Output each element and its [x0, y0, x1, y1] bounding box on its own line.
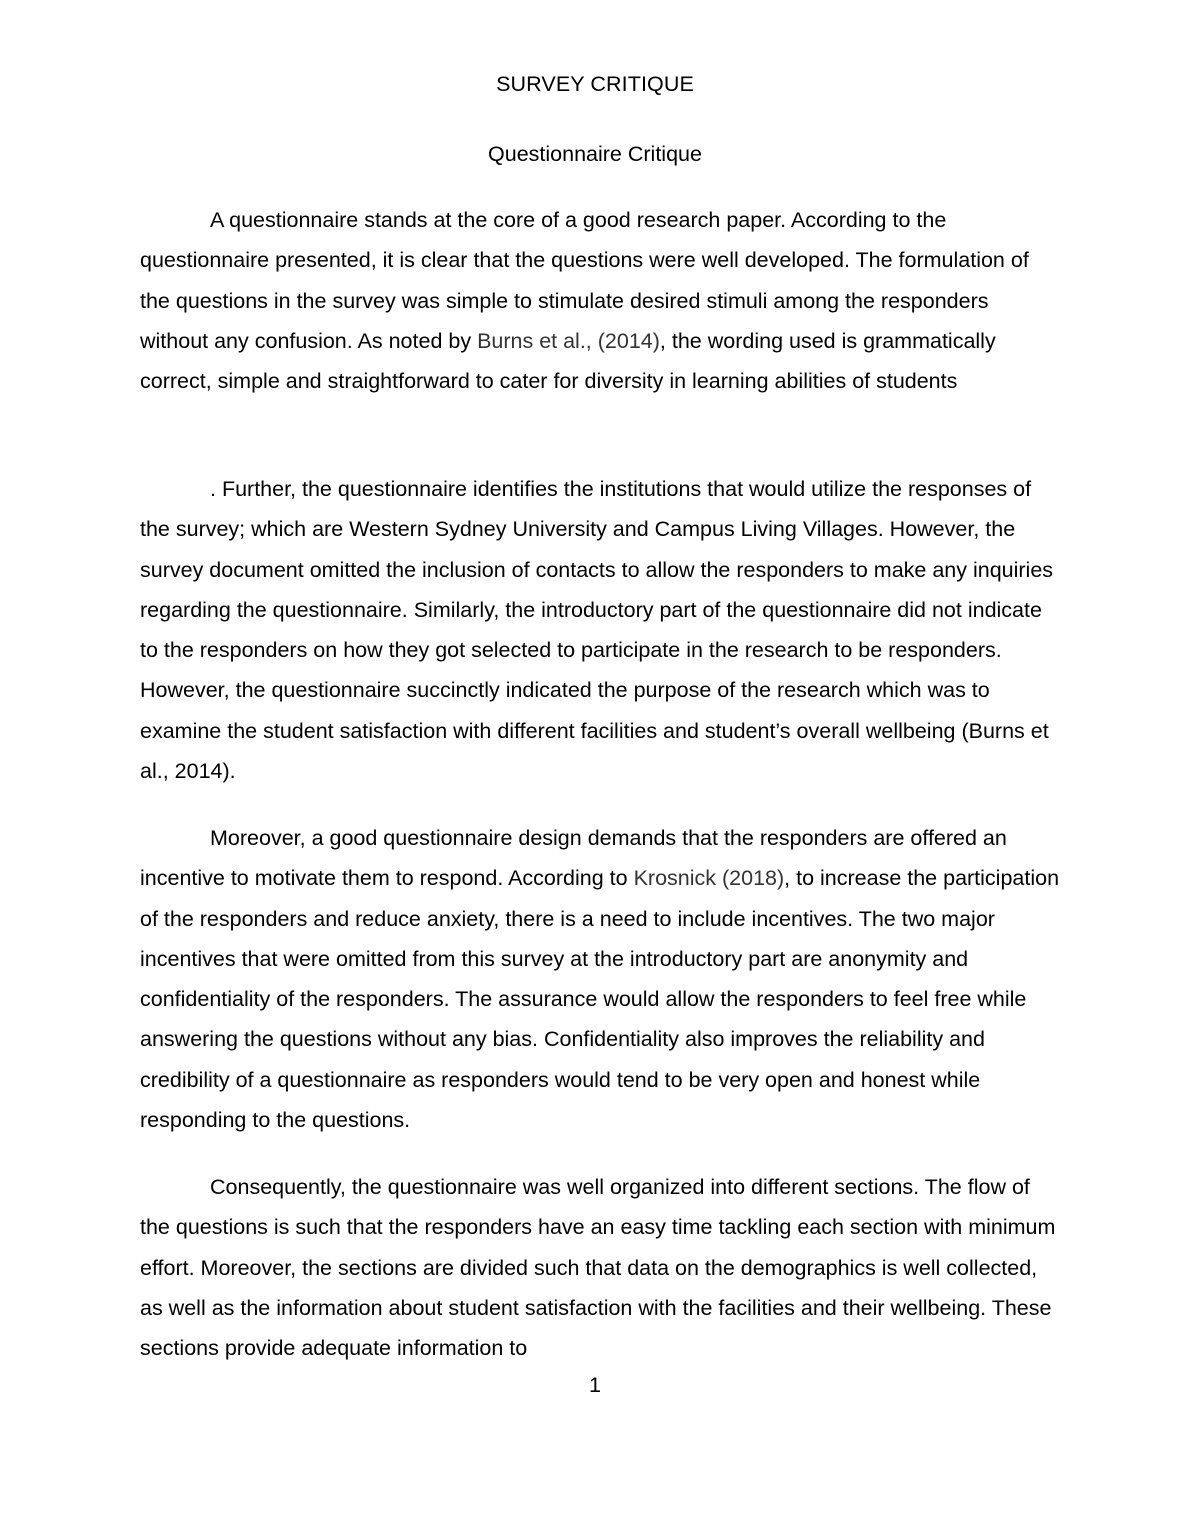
paragraph-4 [140, 1167, 1060, 1368]
paragraph-3-text-before: Moreover, a good questionnaire design demands that the responders are offered an incentive to motivate them to respond. According to [140, 826, 1007, 891]
paragraph-2 [140, 469, 1060, 791]
citation-burns-2014: Burns et al., (2014) [477, 328, 660, 353]
page-number: 1 [589, 1373, 601, 1397]
paragraph-4-text: Consequently, the questionnaire was well organized into different sections. The flow of the questions is such that the responders have an easy time tackling each section with minimum effort. Moreover, the sections are divided such that data on the demographics is well collected, as well as the information about student satisfaction with the facilities and their wellbeing. These sections provide adequate information to [140, 1175, 1056, 1361]
paragraph-1-text-before: A questionnaire stands at the core of a good research paper. According to the questionnaire presented, it is clear that the questions were well developed. The formulation of the questions in the survey was simple to stimulate desired stimuli among the responders without any confusion. As noted by [140, 208, 1029, 353]
document-title: Questionnaire Critique [488, 142, 702, 166]
running-head: SURVEY CRITIQUE [496, 72, 694, 96]
paragraph-2-text: . Further, the questionnaire identifies the institutions that would utilize the responses of the survey; which are Western Sydney University and Campus Living Villages. However, the survey document omitted the inclusion of contacts to allow the responders to make any inquiries regarding the questionnaire. Similarly, the introductory part of the questionnaire did not indicate to the responders on how they got selected to participate in the research to be responders. However, the questionnaire succinctly indicated the purpose of the research which was to examine the student satisfaction with different facilities and student’s overall wellbeing (Burns et al., 2014). [140, 477, 1054, 784]
paragraph-1-text-after: , the wording used is grammatically correct, simple and straightforward to cater for diversity in learning abilities of students [140, 328, 996, 394]
paragraph-3-text-after: , to increase the participation of the responders and reduce anxiety, there is a need to include incentives. The two major incentives that were omitted from this survey at the introductory part are anonymity and confidentiality of the responders. The assurance would allow the responders to feel free while answering the questions without any bias. Confidentiality also improves the reliability and credibility of a questionnaire as responders would tend to be very open and honest while responding to the questions. [140, 866, 1060, 1133]
citation-krosnick-2018: Krosnick (2018) [633, 866, 785, 891]
paragraph-1 [140, 200, 1060, 401]
paragraph-3 [140, 818, 1060, 1140]
